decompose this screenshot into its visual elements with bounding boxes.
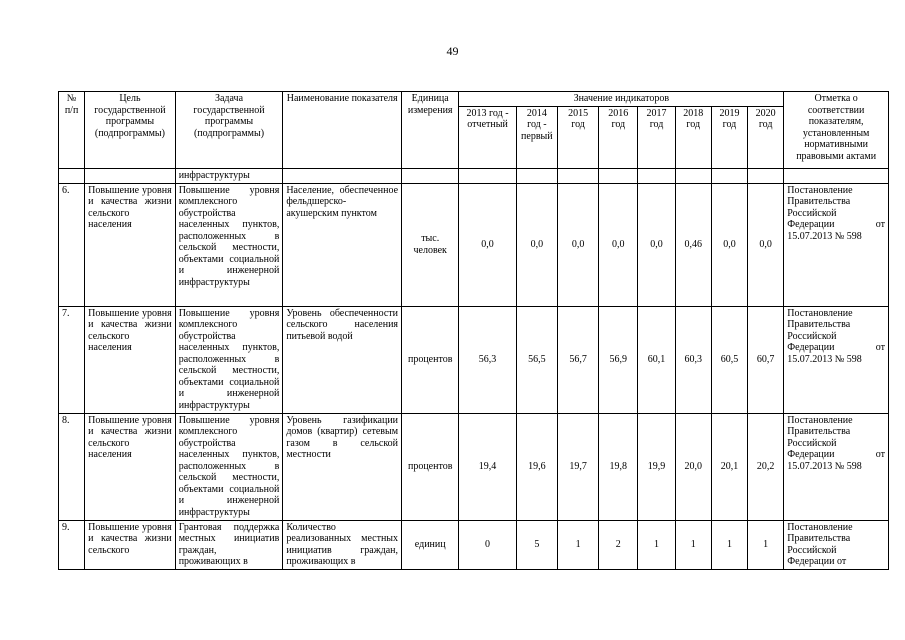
header-num: № п/п [59, 92, 85, 169]
value-cell: 19,4 [459, 413, 516, 520]
header-unit: Единица измерения [402, 92, 459, 169]
header-year-2015: 2015 год [557, 106, 598, 168]
header-values-group: Значение индикаторов [459, 92, 784, 107]
goal-cell: Повышение уровня и качества жизни сельского населения [85, 183, 176, 306]
value-cell: 60,3 [675, 306, 711, 413]
row-number: 8. [59, 413, 85, 520]
value-cell: 1 [638, 520, 675, 569]
indicators-table [58, 91, 889, 570]
goal-cell: Повышение уровня и качества жизни сельского [85, 520, 176, 569]
table-row [59, 520, 889, 569]
mark-cell: Постановление Правительства Российской Федерации от [784, 520, 889, 569]
header-year-2020: 2020 год [748, 106, 784, 168]
header-year-2017: 2017 год [638, 106, 675, 168]
unit-cell: процентов [402, 306, 459, 413]
value-cell: 19,8 [599, 413, 638, 520]
value-cell: 0,0 [557, 183, 598, 306]
value-cell: 1 [557, 520, 598, 569]
value-cell: 60,5 [711, 306, 747, 413]
goal-cell: Повышение уровня и качества жизни сельского населения [85, 413, 176, 520]
table-row [59, 413, 889, 520]
value-cell: 20,2 [748, 413, 784, 520]
value-cell: 56,9 [599, 306, 638, 413]
value-cell: 19,9 [638, 413, 675, 520]
value-cell: 20,0 [675, 413, 711, 520]
value-cell: 20,1 [711, 413, 747, 520]
header-year-2016: 2016 год [599, 106, 638, 168]
value-cell: 0,0 [459, 183, 516, 306]
value-cell: 1 [675, 520, 711, 569]
header-year-2014: 2014 год - первый [516, 106, 557, 168]
value-cell: 60,1 [638, 306, 675, 413]
value-cell: 56,7 [557, 306, 598, 413]
task-cell: Грантовая поддержка местных инициатив граждан, проживающих в [175, 520, 283, 569]
header-year-2018: 2018 год [675, 106, 711, 168]
value-cell: 5 [516, 520, 557, 569]
header-year-2019: 2019 год [711, 106, 747, 168]
task-cell: Повышение уровня комплексного обустройства населенных пунктов, расположенных в сельской местности, объектами социальной и инженерной инфраструктуры [175, 306, 283, 413]
header-year-2013: 2013 год - отчетный [459, 106, 516, 168]
value-cell: 56,5 [516, 306, 557, 413]
indicator-cell: Уровень газификации домов (квартир) сетевым газом в сельской местности [283, 413, 402, 520]
goal-cell: Повышение уровня и качества жизни сельского населения [85, 306, 176, 413]
header-indicator: Наименование показателя [283, 92, 402, 169]
header-mark: Отметка о соответствии показателям, установленным нормативными правовыми актами [784, 92, 889, 169]
mark-cell: Постановление Правительства Российской Федерации от 15.07.2013 № 598 [784, 413, 889, 520]
value-cell: 0,0 [599, 183, 638, 306]
indicator-cell: Количество реализованных местных инициатив граждан, проживающих в [283, 520, 402, 569]
table-row [59, 306, 889, 413]
value-cell: 60,7 [748, 306, 784, 413]
row-number: 7. [59, 306, 85, 413]
value-cell: 56,3 [459, 306, 516, 413]
unit-cell: единиц [402, 520, 459, 569]
indicator-cell: Население, обеспеченное фельдшерско-акушерским пунктом [283, 183, 402, 306]
task-cell: Повышение уровня комплексного обустройства населенных пунктов, расположенных в сельской местности, объектами социальной и инженерной инфраструктуры [175, 413, 283, 520]
value-cell: 0 [459, 520, 516, 569]
value-cell: 1 [748, 520, 784, 569]
value-cell: 0,0 [638, 183, 675, 306]
page-number: 49 [446, 44, 459, 58]
header-task: Задача государственной программы (подпрограммы) [175, 92, 283, 169]
value-cell: 0,46 [675, 183, 711, 306]
unit-cell: процентов [402, 413, 459, 520]
value-cell: 0,0 [748, 183, 784, 306]
table-row [59, 183, 889, 306]
unit-cell: тыс. человек [402, 183, 459, 306]
value-cell: 0,0 [711, 183, 747, 306]
mark-cell: Постановление Правительства Российской Федерации от 15.07.2013 № 598 [784, 183, 889, 306]
row-number: 6. [59, 183, 85, 306]
value-cell: 1 [711, 520, 747, 569]
indicator-cell: Уровень обеспеченности сельского населения питьевой водой [283, 306, 402, 413]
value-cell: 2 [599, 520, 638, 569]
value-cell: 19,6 [516, 413, 557, 520]
continuation-text: инфраструктуры [175, 168, 283, 183]
mark-cell: Постановление Правительства Российской Федерации от 15.07.2013 № 598 [784, 306, 889, 413]
header-goal: Цель государственной программы (подпрограммы) [85, 92, 176, 169]
row-number: 9. [59, 520, 85, 569]
value-cell: 0,0 [516, 183, 557, 306]
value-cell: 19,7 [557, 413, 598, 520]
task-cell: Повышение уровня комплексного обустройства населенных пунктов, расположенных в сельской местности, объектами социальной и инженерной инфраструктуры [175, 183, 283, 306]
continuation-row [59, 168, 889, 183]
